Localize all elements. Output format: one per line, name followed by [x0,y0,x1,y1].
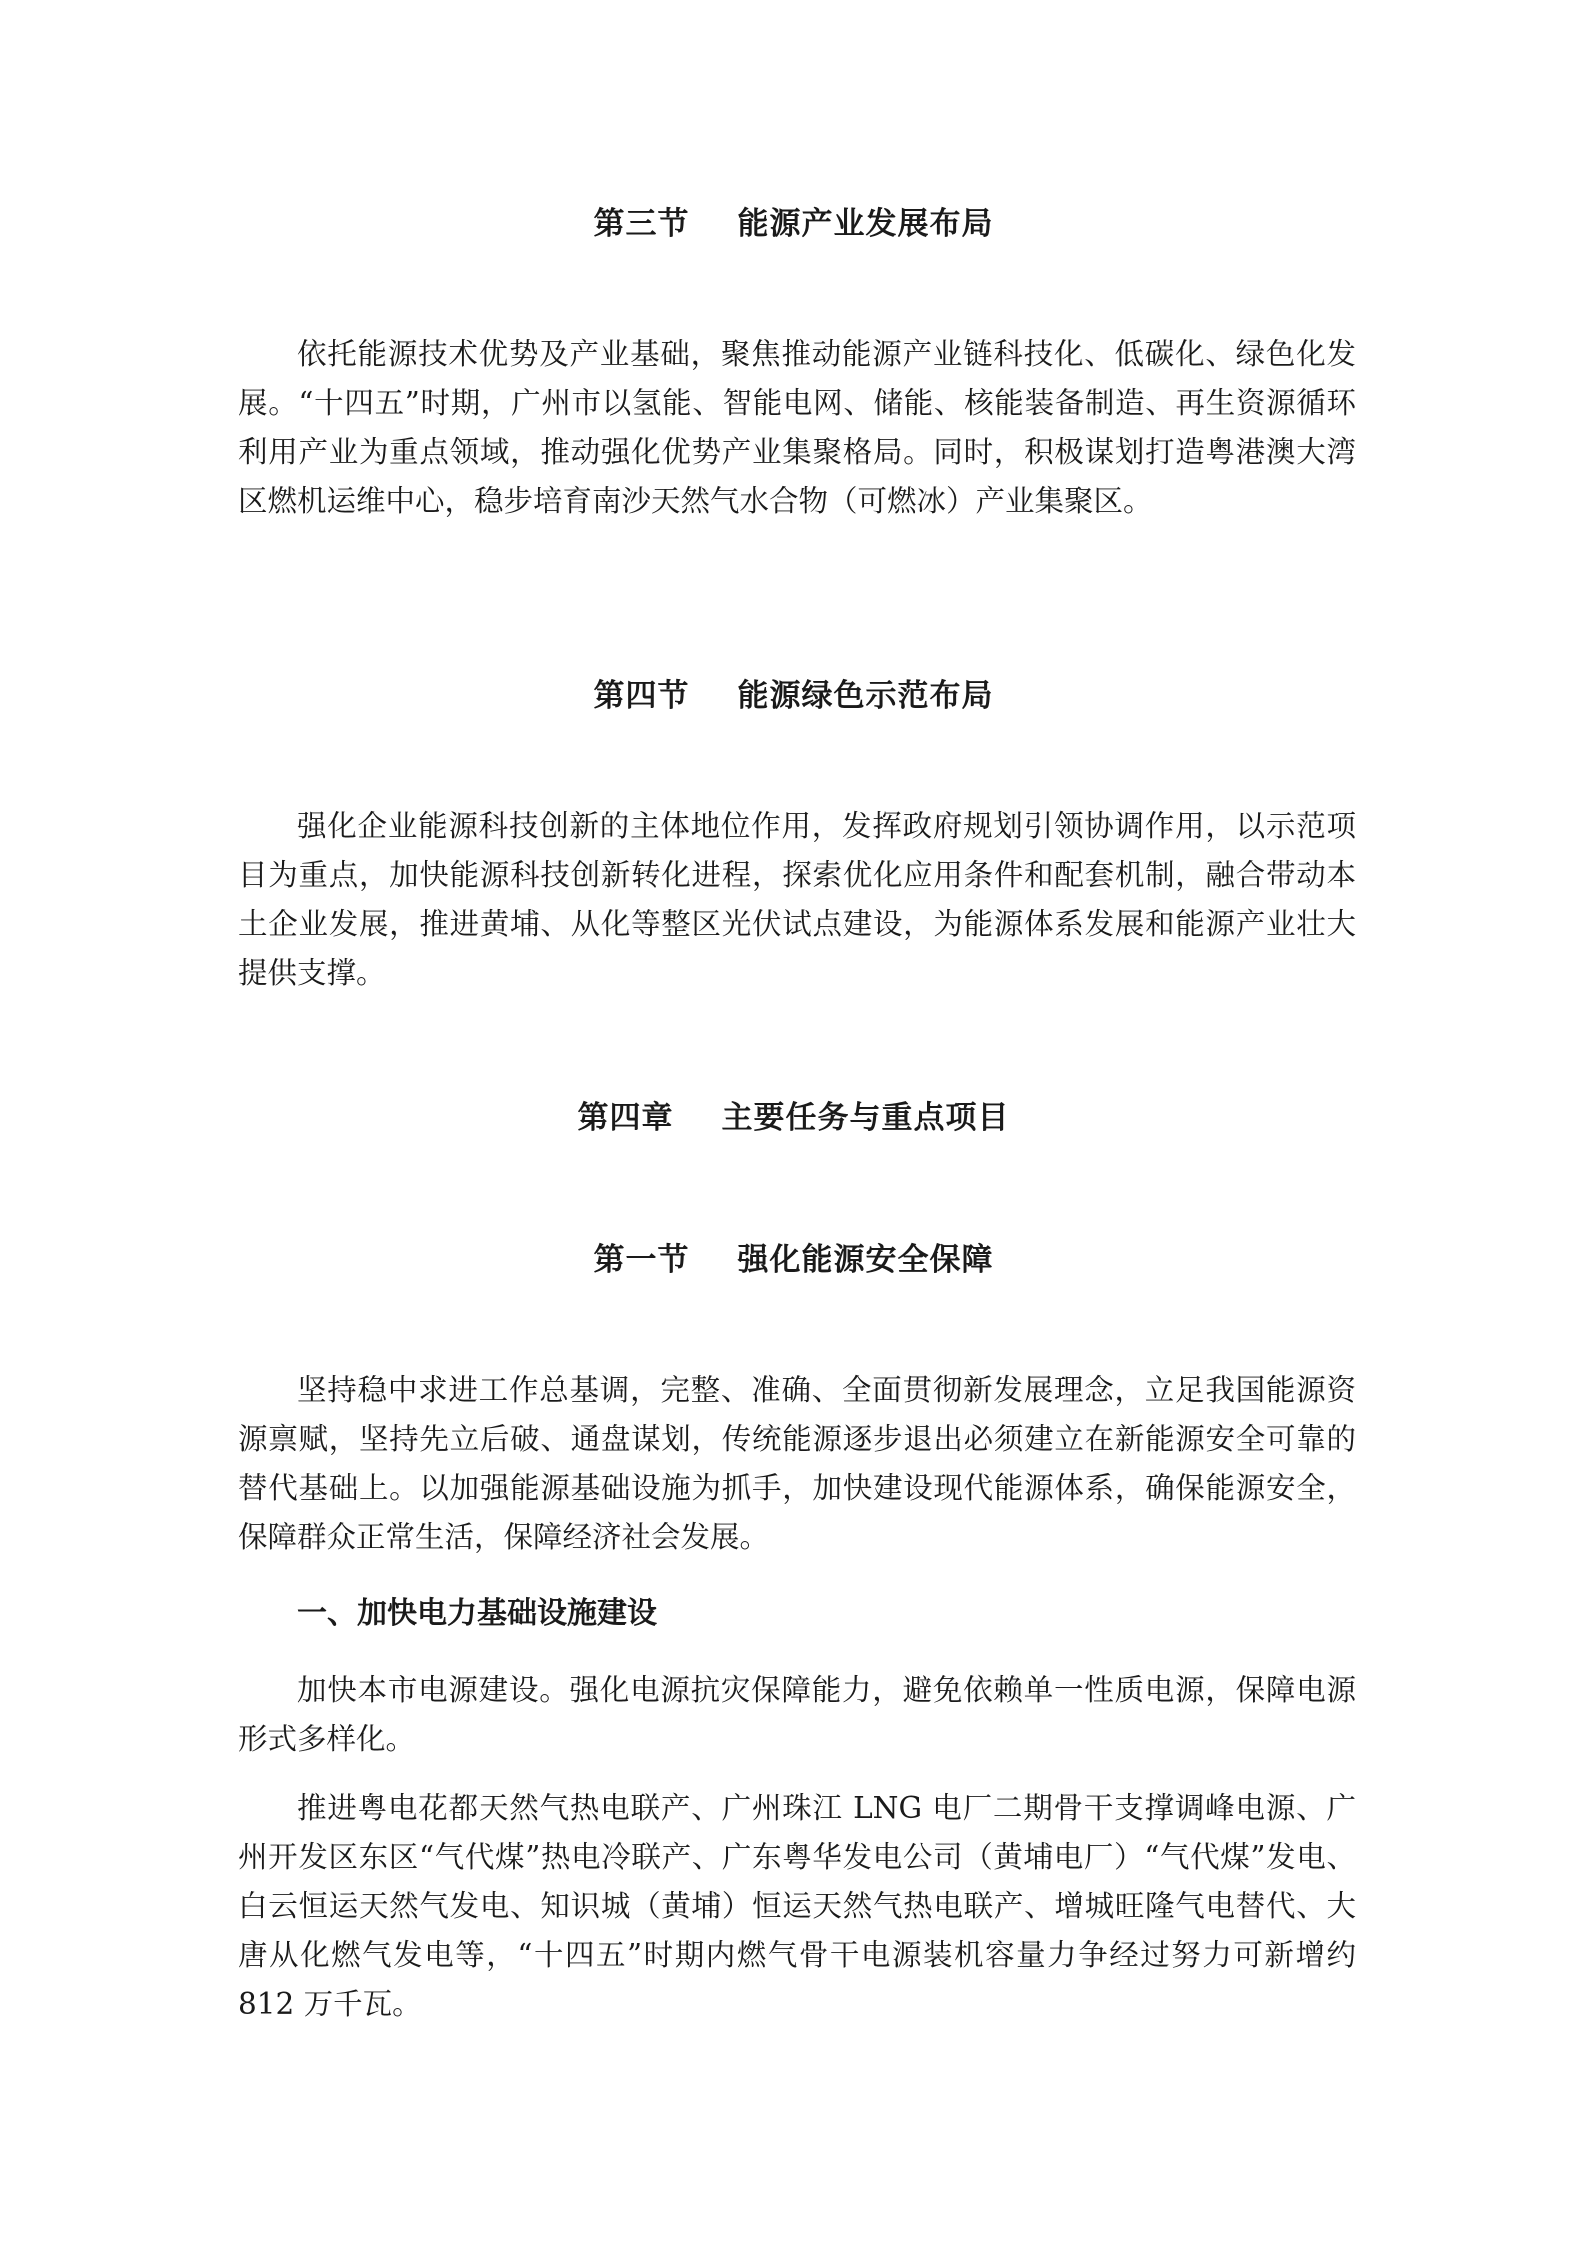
section-number: 第三节 [593,206,690,242]
chapter-title: 主要任务与重点项目 [721,1100,1010,1136]
section-title: 能源绿色示范布局 [737,678,994,714]
section-3-paragraph: 依托能源技术优势及产业基础，聚焦推动能源产业链科技化、低碳化、绿色化发展。“十四五”时期，广州市以氢能、智能电网、储能、核能装备制造、再生资源循环利用产业为重点领域，推动强化优势产业集聚格局。同时，积极谋划打造粤港澳大湾区燃机运维中心，稳步培育南沙天然气水合物（可燃冰）产业集聚区。 [238,337,1356,518]
section-number: 第四节 [593,678,690,714]
chapter-heading-4 [0,1098,1587,1138]
section-4-1-paragraph: 坚持稳中求进工作总基调，完整、准确、全面贯彻新发展理念，立足我国能源资源禀赋，坚持先立后破、通盘谋划，传统能源逐步退出必须建立在新能源安全可靠的替代基础上。以加强能源基础设施为抓手，加快建设现代能源体系，确保能源安全，保障群众正常生活，保障经济社会发展。 [238,1373,1356,1554]
section-4-paragraph: 强化企业能源科技创新的主体地位作用，发挥政府规划引领协调作用，以示范项目为重点，加快能源科技创新转化进程，探索优化应用条件和配套机制，融合带动本土企业发展，推进黄埔、从化等整区光伏试点建设，为能源体系发展和能源产业壮大提供支撑。 [238,809,1356,990]
paragraph-gas-power-projects: 推进粤电花都天然气热电联产、广州珠江 LNG 电厂二期骨干支撑调峰电源、广州开发区东区“气代煤”热电冷联产、广东粤华发电公司（黄埔电厂）“气代煤”发电、白云恒运天然气发电、知识城（黄埔）恒运天然气热电联产、增城旺隆气电替代、大唐从化燃气发电等，“十四五”时期内燃气骨干电源装机容量力争经过努力可新增约 812 万千瓦。 [238,1791,1356,2021]
paragraph-power-source: 加快本市电源建设。强化电源抗灾保障能力，避免依赖单一性质电源，保障电源形式多样化。 [238,1673,1356,1756]
section-title: 强化能源安全保障 [737,1242,994,1278]
section-heading-3 [0,204,1587,244]
section-heading-4-1 [0,1240,1587,1280]
section-title: 能源产业发展布局 [737,206,994,242]
subheading-power-infrastructure: 一、加快电力基础设施建设 [297,1596,657,1631]
section-number: 第一节 [593,1242,690,1278]
chapter-number: 第四章 [577,1100,674,1136]
section-heading-4 [0,676,1587,716]
